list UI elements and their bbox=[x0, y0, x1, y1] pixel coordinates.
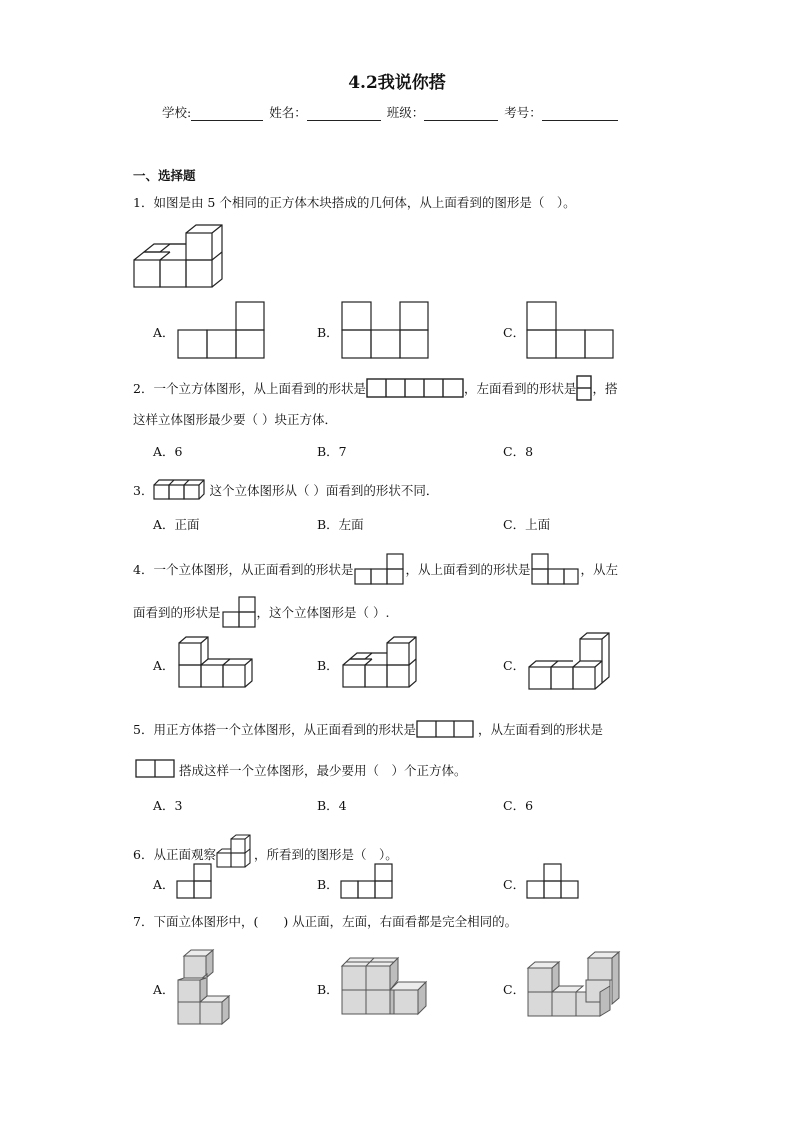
question-1-text: 1．如图是由 5 个相同的正方体木块搭成的几何体，从上面看到的图形是（ ）。 bbox=[133, 195, 576, 210]
number-blank[interactable] bbox=[542, 106, 618, 121]
q4-option-c[interactable]: C． bbox=[503, 658, 526, 673]
q6-solid-figure bbox=[216, 833, 254, 869]
q4-front-view-figure bbox=[353, 552, 405, 586]
name-blank[interactable] bbox=[307, 106, 381, 121]
question-4-line-2: 面看到的形状是 ，这个立体图形是（ ）. bbox=[133, 595, 389, 629]
school-label: 学校: bbox=[162, 105, 192, 120]
q3-solid-figure bbox=[153, 479, 205, 501]
student-info-line bbox=[162, 103, 620, 121]
number-label: 考号： bbox=[504, 105, 542, 120]
q3-option-a[interactable]: A．正面 bbox=[153, 517, 200, 532]
q4-option-c-figure bbox=[526, 630, 616, 692]
q1-option-a[interactable]: A． bbox=[153, 325, 175, 340]
q2-top-view-figure bbox=[366, 378, 464, 398]
q2-left-view-figure bbox=[576, 375, 592, 401]
q3-option-c[interactable]: C．上面 bbox=[503, 517, 551, 532]
q5-option-b[interactable]: B．4 bbox=[317, 798, 347, 813]
q1-option-a-figure bbox=[177, 300, 265, 360]
question-2-line-2: 这样立体图形最少要（ ）块正方体． bbox=[133, 412, 337, 427]
q5-option-a[interactable]: A．3 bbox=[153, 798, 183, 813]
q6-option-b[interactable]: B． bbox=[317, 877, 339, 892]
q5-front-view-figure bbox=[416, 720, 474, 738]
q4-option-b-figure bbox=[340, 632, 428, 690]
q6-option-c-figure bbox=[526, 862, 582, 900]
question-4-line-1: 4．一个立体图形，从正面看到的形状是 ，从上面看到的形状是 ，从左 bbox=[133, 552, 618, 586]
q4-left-view-figure bbox=[221, 595, 257, 629]
question-7-text: 7．下面立体图形中，( ) 从正面，左面，右面看都是完全相同的。 bbox=[133, 914, 518, 929]
q7-option-c-figure bbox=[526, 946, 622, 1020]
q2-option-c[interactable]: C．8 bbox=[503, 444, 534, 459]
class-label: 班级： bbox=[386, 105, 425, 120]
q7-option-b-figure bbox=[340, 952, 432, 1018]
q1-option-b[interactable]: B． bbox=[317, 325, 339, 340]
question-5-line-2: 搭成这样一个立体图形，最少要用（ ）个正方体。 bbox=[179, 763, 467, 778]
school-blank[interactable] bbox=[191, 106, 263, 121]
q1-option-c[interactable]: C． bbox=[503, 325, 526, 340]
question-3-text: 3． 这个立体图形从（ ）面看到的形状不同． bbox=[133, 479, 438, 501]
q6-option-a[interactable]: A． bbox=[153, 877, 175, 892]
q6-option-b-figure bbox=[340, 862, 396, 900]
q5-left-view-figure bbox=[135, 759, 175, 779]
q6-option-c[interactable]: C． bbox=[503, 877, 526, 892]
q1-solid-figure bbox=[133, 223, 228, 291]
q1-option-c-figure bbox=[526, 300, 614, 360]
q7-option-a-figure bbox=[176, 940, 236, 1028]
q5-option-c[interactable]: C．6 bbox=[503, 798, 534, 813]
q3-option-b[interactable]: B．左面 bbox=[317, 517, 364, 532]
q6-option-a-figure bbox=[176, 862, 214, 900]
q1-option-b-figure bbox=[341, 300, 429, 360]
q2-option-a[interactable]: A．6 bbox=[153, 444, 183, 459]
question-5-line-1: 5．用正方体搭一个立体图形，从正面看到的形状是 ，从左面看到的形状是 bbox=[133, 722, 603, 737]
question-2-line-1: 2．一个立方体图形，从上面看到的形状是 ，左面看到的形状是 ，搭 bbox=[133, 375, 618, 401]
q7-option-c[interactable]: C． bbox=[503, 982, 526, 997]
name-label: 姓名： bbox=[269, 105, 307, 120]
q7-option-a[interactable]: A． bbox=[153, 982, 175, 997]
class-blank[interactable] bbox=[424, 106, 498, 121]
page-title: 4.2我说你搭 bbox=[348, 73, 446, 93]
q7-option-b[interactable]: B． bbox=[317, 982, 339, 997]
section-heading: 一、选择题 bbox=[133, 168, 196, 183]
q4-option-a-figure bbox=[176, 632, 264, 690]
q4-option-b[interactable]: B． bbox=[317, 658, 339, 673]
q2-option-b[interactable]: B．7 bbox=[317, 444, 347, 459]
question-6-text: 6．从正面观察 ，所看到的图形是（ ）。 bbox=[133, 833, 398, 869]
q4-top-view-figure bbox=[530, 552, 580, 586]
q4-option-a[interactable]: A． bbox=[153, 658, 175, 673]
